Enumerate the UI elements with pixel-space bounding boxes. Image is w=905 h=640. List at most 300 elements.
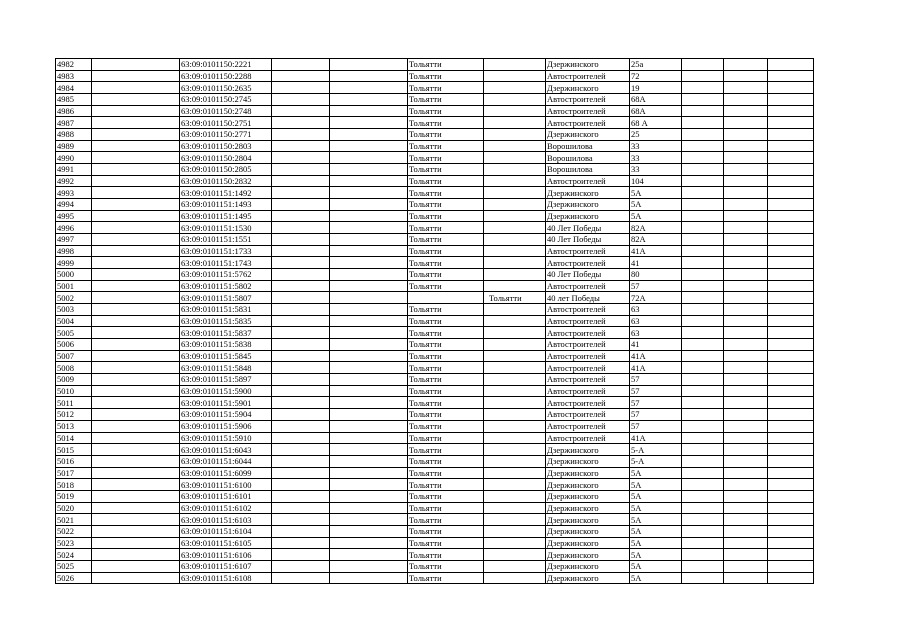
table-row	[56, 304, 814, 316]
empty-cell	[682, 385, 724, 397]
empty-cell	[682, 502, 724, 514]
house-cell: 63	[630, 304, 682, 316]
empty-cell	[92, 432, 180, 444]
row-number-cell: 4986	[56, 105, 92, 117]
row-number-cell: 4982	[56, 59, 92, 71]
street-cell: Автостроителей	[546, 117, 630, 129]
house-cell: 5А	[630, 187, 682, 199]
table-row	[56, 560, 814, 572]
empty-cell	[768, 315, 814, 327]
empty-cell	[768, 409, 814, 421]
cadastral-number-cell: 63:09:0101151:5835	[180, 315, 272, 327]
house-cell: 68А	[630, 105, 682, 117]
street-cell: Дзержинского	[546, 59, 630, 71]
empty-cell	[724, 129, 768, 141]
empty-cell	[330, 292, 408, 304]
empty-cell	[768, 222, 814, 234]
empty-cell	[724, 432, 768, 444]
empty-cell	[272, 327, 330, 339]
row-number-cell: 4987	[56, 117, 92, 129]
empty-cell	[272, 537, 330, 549]
empty-cell	[330, 549, 408, 561]
table-row	[56, 432, 814, 444]
empty-cell	[92, 245, 180, 257]
street-cell: 40 лет Победы	[546, 292, 630, 304]
empty-cell	[272, 315, 330, 327]
empty-cell	[724, 490, 768, 502]
empty-cell	[682, 572, 724, 584]
empty-cell	[330, 164, 408, 176]
street-cell: Дзержинского	[546, 455, 630, 467]
empty-cell	[724, 397, 768, 409]
row-number-cell: 5002	[56, 292, 92, 304]
empty-cell	[330, 350, 408, 362]
house-cell: 5А	[630, 572, 682, 584]
empty-cell	[768, 105, 814, 117]
empty-cell	[92, 350, 180, 362]
empty-cell	[92, 94, 180, 106]
empty-cell	[330, 362, 408, 374]
empty-cell	[330, 572, 408, 584]
table-row	[56, 444, 814, 456]
cadastral-number-cell: 63:09:0101150:2803	[180, 140, 272, 152]
table-row	[56, 280, 814, 292]
row-number-cell: 4999	[56, 257, 92, 269]
empty-cell	[272, 59, 330, 71]
cadastral-number-cell: 63:09:0101151:1492	[180, 187, 272, 199]
city-cell: Тольятти	[408, 164, 484, 176]
empty-cell	[272, 502, 330, 514]
house-cell: 104	[630, 175, 682, 187]
city-cell: Тольятти	[408, 502, 484, 514]
empty-cell	[272, 479, 330, 491]
empty-cell	[330, 82, 408, 94]
house-cell: 68 А	[630, 117, 682, 129]
city-alt-cell	[484, 257, 546, 269]
table-row	[56, 385, 814, 397]
empty-cell	[92, 292, 180, 304]
table-row	[56, 199, 814, 211]
empty-cell	[330, 455, 408, 467]
empty-cell	[724, 222, 768, 234]
empty-cell	[724, 350, 768, 362]
street-cell: Дзержинского	[546, 444, 630, 456]
cadastral-number-cell: 63:09:0101151:5900	[180, 385, 272, 397]
house-cell: 5А	[630, 490, 682, 502]
empty-cell	[768, 327, 814, 339]
city-alt-cell	[484, 502, 546, 514]
table-row	[56, 350, 814, 362]
cadastral-number-cell: 63:09:0101151:5848	[180, 362, 272, 374]
street-cell: Автостроителей	[546, 409, 630, 421]
house-cell: 63	[630, 327, 682, 339]
empty-cell	[330, 502, 408, 514]
city-alt-cell	[484, 175, 546, 187]
street-cell: Автостроителей	[546, 397, 630, 409]
cadastral-number-cell: 63:09:0101151:5904	[180, 409, 272, 421]
table-row	[56, 455, 814, 467]
empty-cell	[272, 339, 330, 351]
empty-cell	[682, 315, 724, 327]
empty-cell	[768, 129, 814, 141]
cadastral-number-cell: 63:09:0101150:2748	[180, 105, 272, 117]
empty-cell	[724, 537, 768, 549]
empty-cell	[272, 117, 330, 129]
empty-cell	[724, 525, 768, 537]
empty-cell	[682, 350, 724, 362]
empty-cell	[92, 199, 180, 211]
city-cell: Тольятти	[408, 222, 484, 234]
empty-cell	[724, 327, 768, 339]
empty-cell	[330, 245, 408, 257]
city-alt-cell	[484, 304, 546, 316]
empty-cell	[768, 187, 814, 199]
city-cell: Тольятти	[408, 140, 484, 152]
cadastral-number-cell: 63:09:0101150:2745	[180, 94, 272, 106]
empty-cell	[682, 222, 724, 234]
street-cell: 40 Лет Победы	[546, 234, 630, 246]
cadastral-number-cell: 63:09:0101150:2288	[180, 70, 272, 82]
empty-cell	[330, 70, 408, 82]
empty-cell	[272, 572, 330, 584]
street-cell: Дзержинского	[546, 560, 630, 572]
street-cell: Автостроителей	[546, 385, 630, 397]
empty-cell	[768, 152, 814, 164]
property-table	[55, 58, 814, 584]
empty-cell	[92, 537, 180, 549]
street-cell: Автостроителей	[546, 70, 630, 82]
row-number-cell: 5004	[56, 315, 92, 327]
house-cell: 80	[630, 269, 682, 281]
city-cell: Тольятти	[408, 467, 484, 479]
empty-cell	[724, 292, 768, 304]
house-cell: 5А	[630, 549, 682, 561]
empty-cell	[92, 70, 180, 82]
house-cell: 25а	[630, 59, 682, 71]
table-row	[56, 479, 814, 491]
empty-cell	[682, 257, 724, 269]
empty-cell	[330, 129, 408, 141]
empty-cell	[92, 409, 180, 421]
empty-cell	[682, 105, 724, 117]
empty-cell	[92, 455, 180, 467]
row-number-cell: 4983	[56, 70, 92, 82]
cadastral-number-cell: 63:09:0101151:1530	[180, 222, 272, 234]
empty-cell	[682, 292, 724, 304]
table-row	[56, 467, 814, 479]
row-number-cell: 5024	[56, 549, 92, 561]
house-cell: 57	[630, 385, 682, 397]
empty-cell	[330, 467, 408, 479]
city-cell: Тольятти	[408, 117, 484, 129]
city-alt-cell	[484, 374, 546, 386]
street-cell: Дзержинского	[546, 490, 630, 502]
empty-cell	[724, 152, 768, 164]
empty-cell	[272, 432, 330, 444]
empty-cell	[92, 117, 180, 129]
table-row	[56, 245, 814, 257]
city-alt-cell	[484, 525, 546, 537]
empty-cell	[92, 152, 180, 164]
empty-cell	[768, 199, 814, 211]
house-cell: 33	[630, 140, 682, 152]
empty-cell	[330, 444, 408, 456]
empty-cell	[330, 140, 408, 152]
cadastral-number-cell: 63:09:0101151:6043	[180, 444, 272, 456]
cadastral-number-cell: 63:09:0101150:2635	[180, 82, 272, 94]
city-cell: Тольятти	[408, 187, 484, 199]
empty-cell	[724, 187, 768, 199]
city-alt-cell	[484, 222, 546, 234]
empty-cell	[330, 479, 408, 491]
table-row	[56, 315, 814, 327]
empty-cell	[272, 409, 330, 421]
cadastral-number-cell: 63:09:0101151:1743	[180, 257, 272, 269]
city-alt-cell	[484, 537, 546, 549]
table-row	[56, 420, 814, 432]
empty-cell	[682, 409, 724, 421]
city-cell: Тольятти	[408, 420, 484, 432]
empty-cell	[272, 245, 330, 257]
empty-cell	[272, 467, 330, 479]
empty-cell	[330, 175, 408, 187]
city-cell: Тольятти	[408, 257, 484, 269]
empty-cell	[724, 514, 768, 526]
street-cell: Дзержинского	[546, 514, 630, 526]
empty-cell	[272, 385, 330, 397]
empty-cell	[682, 164, 724, 176]
empty-cell	[272, 490, 330, 502]
street-cell: 40 Лет Победы	[546, 222, 630, 234]
table-row	[56, 175, 814, 187]
row-number-cell: 4997	[56, 234, 92, 246]
empty-cell	[682, 59, 724, 71]
city-alt-cell	[484, 199, 546, 211]
street-cell: Автостроителей	[546, 94, 630, 106]
empty-cell	[272, 152, 330, 164]
empty-cell	[272, 269, 330, 281]
city-alt-cell	[484, 490, 546, 502]
city-cell: Тольятти	[408, 560, 484, 572]
empty-cell	[92, 280, 180, 292]
house-cell: 72	[630, 70, 682, 82]
empty-cell	[682, 245, 724, 257]
empty-cell	[272, 397, 330, 409]
street-cell: Автостроителей	[546, 362, 630, 374]
empty-cell	[768, 210, 814, 222]
cadastral-number-cell: 63:09:0101150:2832	[180, 175, 272, 187]
city-alt-cell: Тольятти	[484, 292, 546, 304]
empty-cell	[92, 59, 180, 71]
street-cell: Автостроителей	[546, 245, 630, 257]
street-cell: Дзержинского	[546, 537, 630, 549]
empty-cell	[272, 199, 330, 211]
city-alt-cell	[484, 467, 546, 479]
empty-cell	[272, 362, 330, 374]
row-number-cell: 5014	[56, 432, 92, 444]
table-row	[56, 502, 814, 514]
empty-cell	[272, 549, 330, 561]
empty-cell	[682, 234, 724, 246]
city-cell: Тольятти	[408, 397, 484, 409]
row-number-cell: 4995	[56, 210, 92, 222]
city-alt-cell	[484, 315, 546, 327]
empty-cell	[272, 292, 330, 304]
empty-cell	[682, 514, 724, 526]
empty-cell	[272, 257, 330, 269]
table-row	[56, 339, 814, 351]
house-cell: 5А	[630, 514, 682, 526]
empty-cell	[92, 362, 180, 374]
empty-cell	[92, 210, 180, 222]
empty-cell	[272, 420, 330, 432]
city-alt-cell	[484, 420, 546, 432]
empty-cell	[724, 59, 768, 71]
street-cell: Дзержинского	[546, 479, 630, 491]
empty-cell	[330, 490, 408, 502]
street-cell: Ворошилова	[546, 140, 630, 152]
table-row	[56, 187, 814, 199]
row-number-cell: 5007	[56, 350, 92, 362]
empty-cell	[92, 420, 180, 432]
city-alt-cell	[484, 339, 546, 351]
empty-cell	[682, 362, 724, 374]
empty-cell	[330, 222, 408, 234]
city-cell: Тольятти	[408, 374, 484, 386]
empty-cell	[272, 444, 330, 456]
row-number-cell: 5010	[56, 385, 92, 397]
street-cell: Автостроителей	[546, 420, 630, 432]
empty-cell	[272, 304, 330, 316]
house-cell: 5А	[630, 560, 682, 572]
cadastral-number-cell: 63:09:0101151:1733	[180, 245, 272, 257]
empty-cell	[682, 420, 724, 432]
city-alt-cell	[484, 397, 546, 409]
table-row	[56, 129, 814, 141]
city-cell: Тольятти	[408, 269, 484, 281]
empty-cell	[682, 479, 724, 491]
street-cell: Дзержинского	[546, 210, 630, 222]
empty-cell	[330, 315, 408, 327]
empty-cell	[330, 327, 408, 339]
empty-cell	[768, 245, 814, 257]
empty-cell	[92, 549, 180, 561]
empty-cell	[768, 374, 814, 386]
city-alt-cell	[484, 362, 546, 374]
house-cell: 57	[630, 409, 682, 421]
house-cell: 41А	[630, 245, 682, 257]
empty-cell	[682, 525, 724, 537]
city-cell: Тольятти	[408, 444, 484, 456]
empty-cell	[724, 479, 768, 491]
table-row	[56, 549, 814, 561]
empty-cell	[768, 455, 814, 467]
empty-cell	[768, 234, 814, 246]
empty-cell	[724, 374, 768, 386]
empty-cell	[272, 140, 330, 152]
empty-cell	[768, 479, 814, 491]
row-number-cell: 5009	[56, 374, 92, 386]
city-cell: Тольятти	[408, 59, 484, 71]
city-cell: Тольятти	[408, 199, 484, 211]
empty-cell	[724, 82, 768, 94]
empty-cell	[768, 94, 814, 106]
table-row	[56, 210, 814, 222]
house-cell: 41А	[630, 350, 682, 362]
city-alt-cell	[484, 572, 546, 584]
cadastral-number-cell: 63:09:0101151:6044	[180, 455, 272, 467]
table-row	[56, 257, 814, 269]
table-row	[56, 374, 814, 386]
table-row	[56, 234, 814, 246]
empty-cell	[768, 269, 814, 281]
empty-cell	[768, 164, 814, 176]
empty-cell	[768, 560, 814, 572]
empty-cell	[768, 257, 814, 269]
empty-cell	[768, 537, 814, 549]
empty-cell	[330, 187, 408, 199]
empty-cell	[92, 479, 180, 491]
empty-cell	[92, 234, 180, 246]
empty-cell	[272, 94, 330, 106]
empty-cell	[724, 385, 768, 397]
empty-cell	[330, 94, 408, 106]
empty-cell	[768, 514, 814, 526]
empty-cell	[330, 374, 408, 386]
table-row	[56, 82, 814, 94]
cadastral-number-cell: 63:09:0101151:5762	[180, 269, 272, 281]
empty-cell	[330, 105, 408, 117]
empty-cell	[330, 152, 408, 164]
empty-cell	[724, 339, 768, 351]
city-cell: Тольятти	[408, 245, 484, 257]
empty-cell	[272, 525, 330, 537]
street-cell: Автостроителей	[546, 280, 630, 292]
city-cell: Тольятти	[408, 152, 484, 164]
city-alt-cell	[484, 560, 546, 572]
city-cell: Тольятти	[408, 490, 484, 502]
empty-cell	[682, 374, 724, 386]
row-number-cell: 5005	[56, 327, 92, 339]
empty-cell	[330, 385, 408, 397]
city-cell: Тольятти	[408, 572, 484, 584]
city-cell: Тольятти	[408, 210, 484, 222]
empty-cell	[330, 409, 408, 421]
empty-cell	[724, 572, 768, 584]
empty-cell	[92, 187, 180, 199]
empty-cell	[724, 140, 768, 152]
house-cell: 82А	[630, 234, 682, 246]
street-cell: Дзержинского	[546, 187, 630, 199]
cadastral-number-cell: 63:09:0101151:6105	[180, 537, 272, 549]
city-alt-cell	[484, 140, 546, 152]
city-cell	[408, 292, 484, 304]
city-cell: Тольятти	[408, 234, 484, 246]
street-cell: Дзержинского	[546, 549, 630, 561]
row-number-cell: 4998	[56, 245, 92, 257]
empty-cell	[682, 140, 724, 152]
city-alt-cell	[484, 327, 546, 339]
cadastral-number-cell: 63:09:0101150:2751	[180, 117, 272, 129]
house-cell: 33	[630, 164, 682, 176]
house-cell: 5-А	[630, 455, 682, 467]
city-alt-cell	[484, 455, 546, 467]
empty-cell	[724, 70, 768, 82]
house-cell: 82А	[630, 222, 682, 234]
row-number-cell: 5019	[56, 490, 92, 502]
city-cell: Тольятти	[408, 479, 484, 491]
empty-cell	[768, 59, 814, 71]
